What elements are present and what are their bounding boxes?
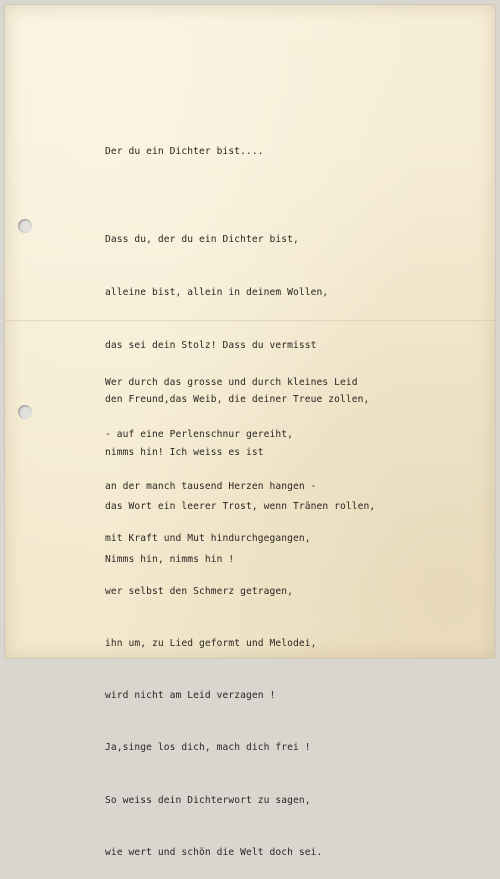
poem-line: nimms hin! Ich weiss es ist xyxy=(105,447,264,459)
poem-line: So weiss dein Dichterwort zu sagen, xyxy=(105,794,311,806)
poem-line: wie wert und schön die Welt doch sei. xyxy=(105,846,323,858)
poem-line: - auf eine Perlenschnur gereiht, xyxy=(105,429,294,441)
poem-line: das Wort ein leerer Trost, wenn Tränen rollen, xyxy=(105,500,376,512)
poem-line: Ja,singe los dich, mach dich frei ! xyxy=(105,742,311,754)
poem-line: Dass du, der du ein Dichter bist, xyxy=(105,233,299,245)
poem-line: Wer durch das grosse und durch kleines Leid xyxy=(105,376,358,388)
poem-line: alleine bist, allein in deinem Wollen, xyxy=(105,286,329,298)
punch-hole-bottom xyxy=(18,405,32,419)
stanza-2 xyxy=(105,339,358,879)
poem-line: ihn um, zu Lied geformt und Melodei, xyxy=(105,637,317,649)
poem-line: wird nicht am Leid verzagen ! xyxy=(105,690,276,702)
poem-line: wer selbst den Schmerz getragen, xyxy=(105,585,294,597)
poem-line: Nimms hin, nimms hin ! xyxy=(105,553,235,565)
poem-line: mit Kraft und Mut hindurchgegangen, xyxy=(105,533,311,545)
punch-hole-top xyxy=(18,219,32,233)
poem-line: das sei dein Stolz! Dass du vermisst xyxy=(105,340,317,352)
poem-line: an der manch tausend Herzen hangen - xyxy=(105,481,317,493)
poem-line: den Freund,das Weib, die deiner Treue zollen, xyxy=(105,393,370,405)
poem-title: Der du ein Dichter bist.... xyxy=(105,146,264,157)
